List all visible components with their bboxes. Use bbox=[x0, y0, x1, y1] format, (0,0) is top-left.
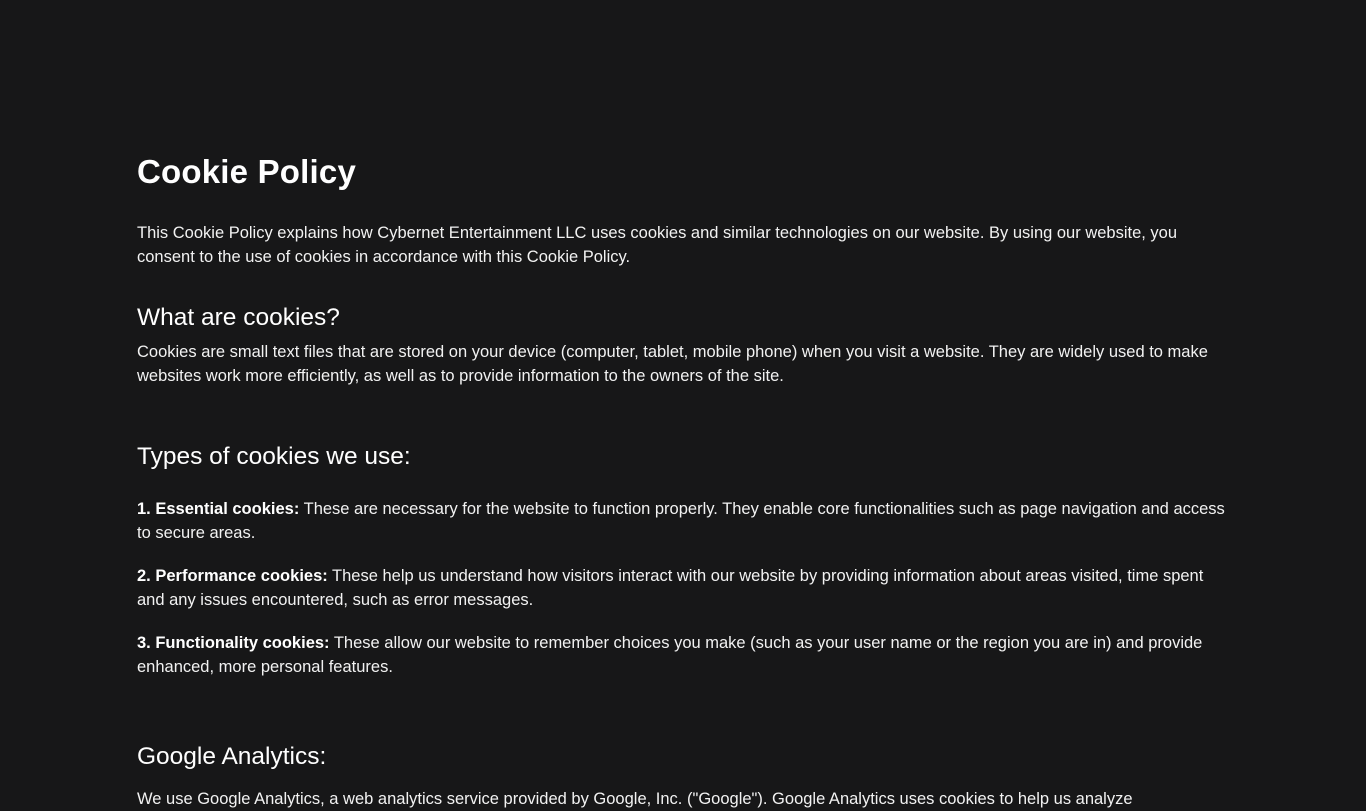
google-analytics-heading: Google Analytics: bbox=[137, 743, 327, 770]
performance-cookies-label: 2. Performance cookies: bbox=[137, 567, 328, 585]
policy-content bbox=[137, 150, 1232, 811]
what-are-cookies-paragraph: Cookies are small text files that are stored on your device (computer, tablet, mobile phone) when you visit a website. They are widely used to make websites work more efficiently, as well as to provide information to the owners of the site. bbox=[137, 343, 1208, 385]
what-are-cookies-heading: What are cookies? bbox=[137, 304, 340, 331]
functionality-cookies-item bbox=[137, 631, 1232, 679]
page-title: Cookie Policy bbox=[137, 153, 357, 190]
intro-paragraph: This Cookie Policy explains how Cybernet Entertainment LLC uses cookies and similar technologies on our website. By using our website, you consent to the use of cookies in accordance with this Cookie Policy. bbox=[137, 224, 1178, 266]
types-of-cookies-heading: Types of cookies we use: bbox=[137, 443, 411, 470]
performance-cookies-item bbox=[137, 564, 1232, 612]
essential-cookies-label: 1. Essential cookies: bbox=[137, 500, 300, 518]
performance-cookies-text: These help us understand how visitors interact with our website by providing information about areas visited, time spent and any issues encountered, such as error messages. bbox=[137, 567, 1204, 609]
essential-cookies-text: These are necessary for the website to function properly. They enable core functionalities such as page navigation and access to secure areas. bbox=[137, 500, 1225, 542]
essential-cookies-item bbox=[137, 497, 1232, 545]
functionality-cookies-label: 3. Functionality cookies: bbox=[137, 634, 330, 652]
functionality-cookies-text: These allow our website to remember choices you make (such as your user name or the region you are in) and provide enhanced, more personal features. bbox=[137, 634, 1203, 676]
google-analytics-paragraph: We use Google Analytics, a web analytics service provided by Google, Inc. ("Google"). Google Analytics uses cookies to help us analyze bbox=[137, 790, 1133, 808]
